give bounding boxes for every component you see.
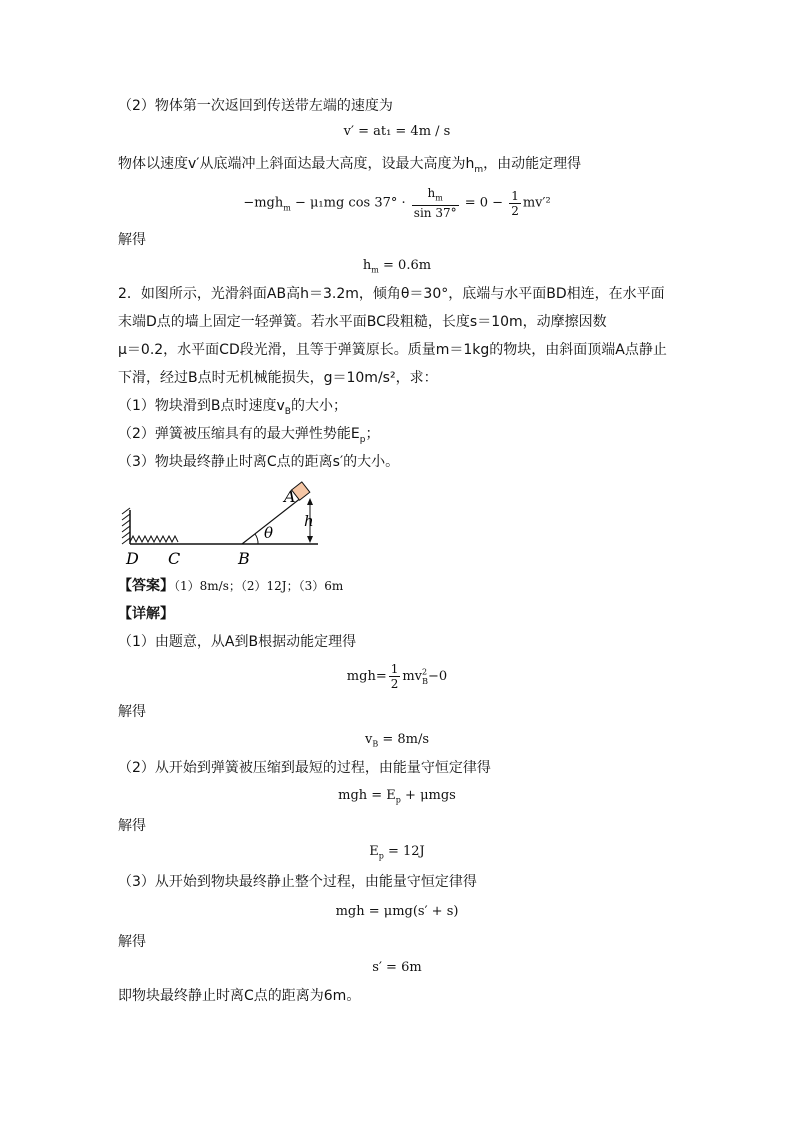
equation-velocity: v′ = at₁ = 4m / s <box>343 124 451 139</box>
eq2-end: mv′² <box>522 195 551 211</box>
label-h: h <box>304 512 314 530</box>
label-theta: θ <box>264 524 274 542</box>
sub-question-1 <box>118 396 347 422</box>
eq2-num: h <box>427 186 436 200</box>
eq4-den: 2 <box>390 677 399 691</box>
jiede-1: 解得 <box>118 232 146 248</box>
label-c: C <box>168 549 181 568</box>
question-line-2: 末端D点的墙上固定一轻弹簧。若水平面BC段粗糙，长度s＝10m，动摩擦因数 <box>118 314 607 330</box>
eq7-e: E <box>369 844 379 859</box>
sub-q1-text: （1）物块滑到B点时速度v <box>118 398 285 414</box>
angle-arc <box>255 534 258 544</box>
question-line-1: 2．如图所示，光滑斜面AB高h＝3.2m，倾角θ＝30°，底端与水平面BD相连，在水平面 <box>118 286 665 302</box>
equation-energy-2 <box>0 786 794 811</box>
eq4-sub: B <box>422 676 429 686</box>
answer-text: （1）8m/s；（2）12J；（3）6m <box>174 579 344 593</box>
detail-2: （2）从开始到弹簧被压缩到最短的过程，由能量守恒定律得 <box>118 760 491 776</box>
incline-line <box>242 494 306 544</box>
eq7-sub: p <box>378 851 384 861</box>
equation-ke <box>0 662 794 692</box>
height-arrow-top <box>307 498 313 505</box>
equation-vb <box>0 730 794 755</box>
eq6-sub: p <box>395 795 401 805</box>
eq2-num-sub: m <box>435 193 443 203</box>
equation-energy <box>0 186 794 220</box>
intro-line <box>118 154 581 180</box>
eq7-tail: = 12J <box>383 844 425 859</box>
eq4-sup: 2 <box>422 667 428 677</box>
intro-tail: ，由动能定理得 <box>483 156 582 172</box>
eq5-v: v <box>364 732 373 747</box>
equation-s-prime: s′ = 6m <box>372 960 422 975</box>
sub-q1-sub: B <box>284 406 291 417</box>
eq5-tail: = 8m/s <box>378 732 430 747</box>
eq2-sub: m <box>283 203 291 213</box>
eq2-den: sin 37° <box>413 206 457 221</box>
equation-ep <box>0 842 794 867</box>
jiede-2: 解得 <box>118 704 146 720</box>
equation-energy-3: mgh = μmg(s′ + s) <box>335 904 459 919</box>
equation-hmax <box>0 256 794 281</box>
eq4-end: −0 <box>428 669 448 684</box>
eq4-fraction <box>389 662 401 691</box>
eq2-half <box>509 189 521 218</box>
detail-1: （1）由题意，从A到B根据动能定理得 <box>118 634 357 650</box>
eq2-half-num: 1 <box>511 188 519 203</box>
sub-q2-sub: p <box>359 434 366 445</box>
answer-label: 【答案】 <box>118 578 174 594</box>
eq3-sub: m <box>371 265 379 275</box>
eq2-fraction <box>412 186 459 220</box>
label-d: D <box>126 549 139 568</box>
eq2-half-den: 2 <box>511 203 519 218</box>
incline-spring-figure <box>118 480 328 572</box>
label-b: B <box>238 549 250 568</box>
eq2-mid: − μ₁mg cos 37° · <box>290 195 410 211</box>
sub-q2-tail: ； <box>365 426 380 442</box>
sub-question-3: （3）物块最终静止时离C点的距离s′的大小。 <box>118 454 400 470</box>
wall-hatch <box>122 508 130 544</box>
eq4-num: 1 <box>390 662 399 676</box>
intro-sub: m <box>474 164 484 175</box>
sub-question-2 <box>118 424 379 450</box>
eq2-right: = 0 − <box>464 195 508 211</box>
sub-q2-text: （2）弹簧被压缩具有的最大弹性势能E <box>118 426 360 442</box>
eq6-left: mgh = E <box>338 788 396 803</box>
jiede-4: 解得 <box>118 934 146 950</box>
eq3-h: h <box>362 258 372 273</box>
height-arrow-bottom <box>307 536 313 543</box>
question-line-4: 下滑，经过B点时无机械能损失，g＝10m/s²，求： <box>118 370 438 386</box>
eq2-left: −mgh <box>243 195 284 211</box>
sub-q1-tail: 的大小； <box>290 398 347 414</box>
eq4-left: mgh= <box>346 669 387 684</box>
eq6-tail: + μmgs <box>400 788 456 803</box>
conclusion: 即物块最终静止时离C点的距离为6m。 <box>118 988 361 1004</box>
q2-intro: （2）物体第一次返回到传送带左端的速度为 <box>118 98 393 114</box>
question-line-3: μ＝0.2，水平面CD段光滑，且等于弹簧原长。质量m＝1kg的物块，由斜面顶端A点静止 <box>118 342 667 358</box>
label-a: A <box>284 487 296 506</box>
intro-text: 物体以速度v′从底端冲上斜面达最大高度，设最大高度为h <box>118 156 475 172</box>
detail-3: （3）从开始到物块最终静止整个过程，由能量守恒定律得 <box>118 874 477 890</box>
answer-line <box>118 576 343 596</box>
detail-label: 【详解】 <box>118 606 174 622</box>
spring <box>130 536 178 542</box>
jiede-3: 解得 <box>118 818 146 834</box>
eq3-tail: = 0.6m <box>378 258 432 273</box>
eq4-right: mv <box>402 669 423 684</box>
eq5-sub: B <box>372 739 379 749</box>
